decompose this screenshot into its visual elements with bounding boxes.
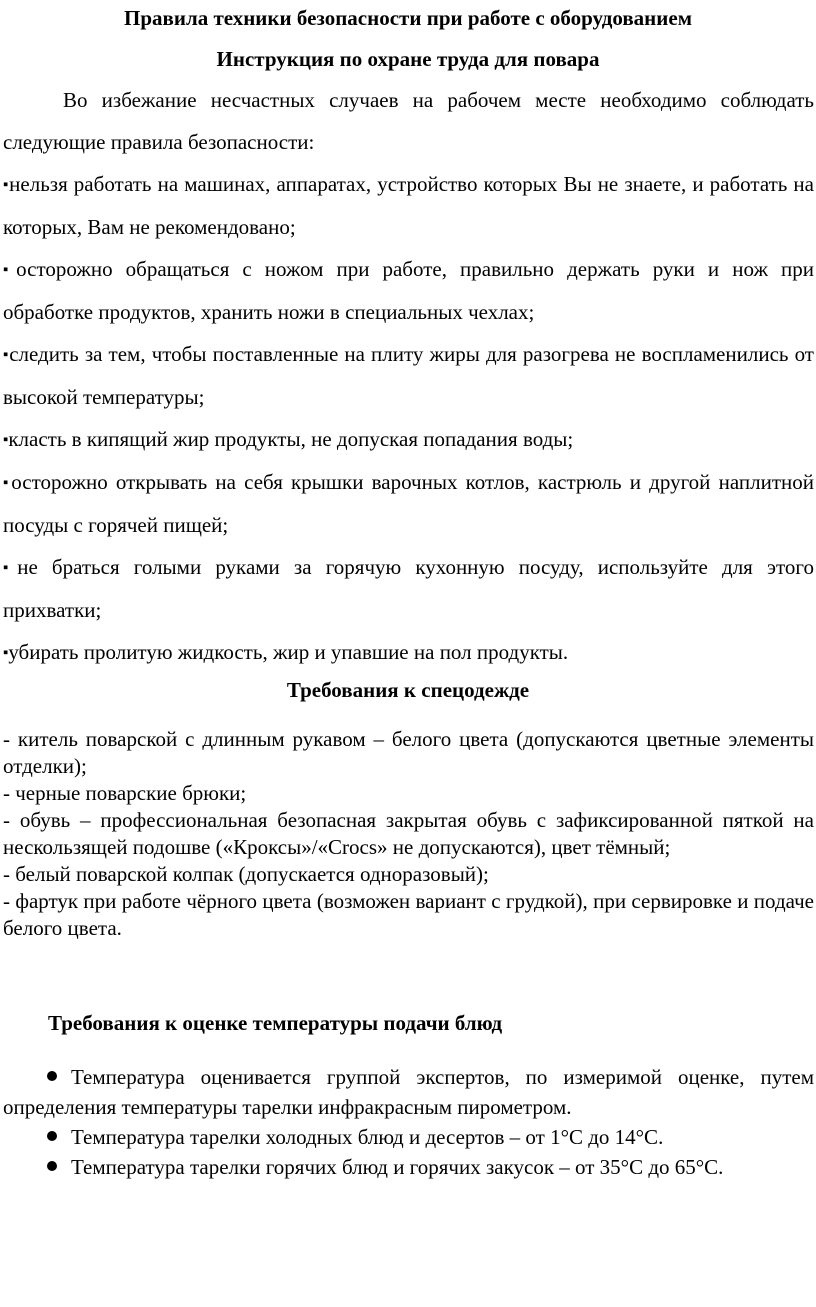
safety-rule-7 <box>3 631 814 674</box>
safety-rule-2 <box>3 248 814 333</box>
temperature-section <box>3 1062 814 1182</box>
temperature-item <box>3 1152 814 1182</box>
bullet-marker: ▪ <box>3 262 17 278</box>
clothing-item: - белый поварской колпак (допускается одноразовый); <box>3 862 489 886</box>
safety-intro: Во избежание несчастных случаев на рабочем месте необходимо соблюдать следующие правила безопасности: <box>3 88 814 154</box>
safety-rule-text: осторожно обращаться с ножом при работе, правильно держать руки и нож при обработке продуктов, хранить ножи в специальных чехлах; <box>3 257 814 324</box>
safety-rule-5 <box>3 461 814 546</box>
safety-rule-3 <box>3 333 814 418</box>
document-title: Правила техники безопасности при работе с оборудованием <box>124 6 692 30</box>
bullet-dot-icon <box>47 1161 57 1171</box>
safety-rule-text: следить за тем, чтобы поставленные на плиту жиры для разогрева не воспламенились от высокой температуры; <box>3 342 814 409</box>
bullet-marker: ▪ <box>3 347 10 363</box>
clothing-item: - фартук при работе чёрного цвета (возможен вариант с грудкой), при сервировке и подаче белого цвета. <box>3 889 814 940</box>
safety-rule-text: убирать пролитую жидкость, жир и упавшие на пол продукты. <box>8 640 569 664</box>
clothing-item: - обувь – профессиональная безопасная закрытая обувь с зафиксированной пяткой на нескользящей подошве («Кроксы»/«Crocs» не допускаются), цвет тёмный; <box>3 808 814 859</box>
safety-rule-text: осторожно открывать на себя крышки варочных котлов, кастрюль и другой наплитной посуды с горячей пищей; <box>3 470 814 537</box>
temperature-item-text: Температура оценивается группой экспертов, по измеримой оценке, путем определения температуры тарелки инфракрасным пирометром. <box>3 1065 814 1119</box>
safety-rules-section <box>3 79 814 674</box>
safety-rule-text: нельзя работать на машинах, аппаратах, устройство которых Вы не знаете, и работать на которых, Вам не рекомендовано; <box>3 172 814 239</box>
safety-rule-text: не браться голыми руками за горячую кухонную посуду, используйте для этого прихватки; <box>3 555 814 622</box>
temperature-item-text: Температура тарелки холодных блюд и десертов – от 1°С до 14°С. <box>71 1125 664 1149</box>
bullet-marker: ▪ <box>3 432 9 448</box>
safety-rule-1 <box>3 163 814 248</box>
safety-rule-text: класть в кипящий жир продукты, не допуская попадания воды; <box>8 427 574 451</box>
temperature-item-text: Температура тарелки горячих блюд и горячих закусок – от 35°С до 65°С. <box>71 1155 724 1179</box>
bullet-dot-icon <box>47 1071 57 1081</box>
bullet-marker: ▪ <box>3 645 9 661</box>
bullet-dot-icon <box>47 1131 57 1141</box>
temperature-item <box>3 1062 814 1122</box>
temperature-item <box>3 1122 814 1152</box>
clothing-item: - черные поварские брюки; <box>3 781 247 805</box>
bullet-marker: ▪ <box>3 475 12 491</box>
bullet-marker: ▪ <box>3 560 18 576</box>
bullet-marker: ▪ <box>3 177 10 193</box>
clothing-heading: Требования к спецодежде <box>286 678 530 702</box>
clothing-item: - китель поварской с длинным рукавом – белого цвета (допускаются цветные элементы отделки); <box>3 727 814 778</box>
safety-rule-4 <box>3 418 814 461</box>
temperature-heading: Требования к оценке температуры подачи блюд <box>48 1011 503 1035</box>
clothing-section <box>3 726 814 942</box>
document-subtitle: Инструкция по охране труда для повара <box>216 47 600 71</box>
safety-rule-6 <box>3 546 814 631</box>
